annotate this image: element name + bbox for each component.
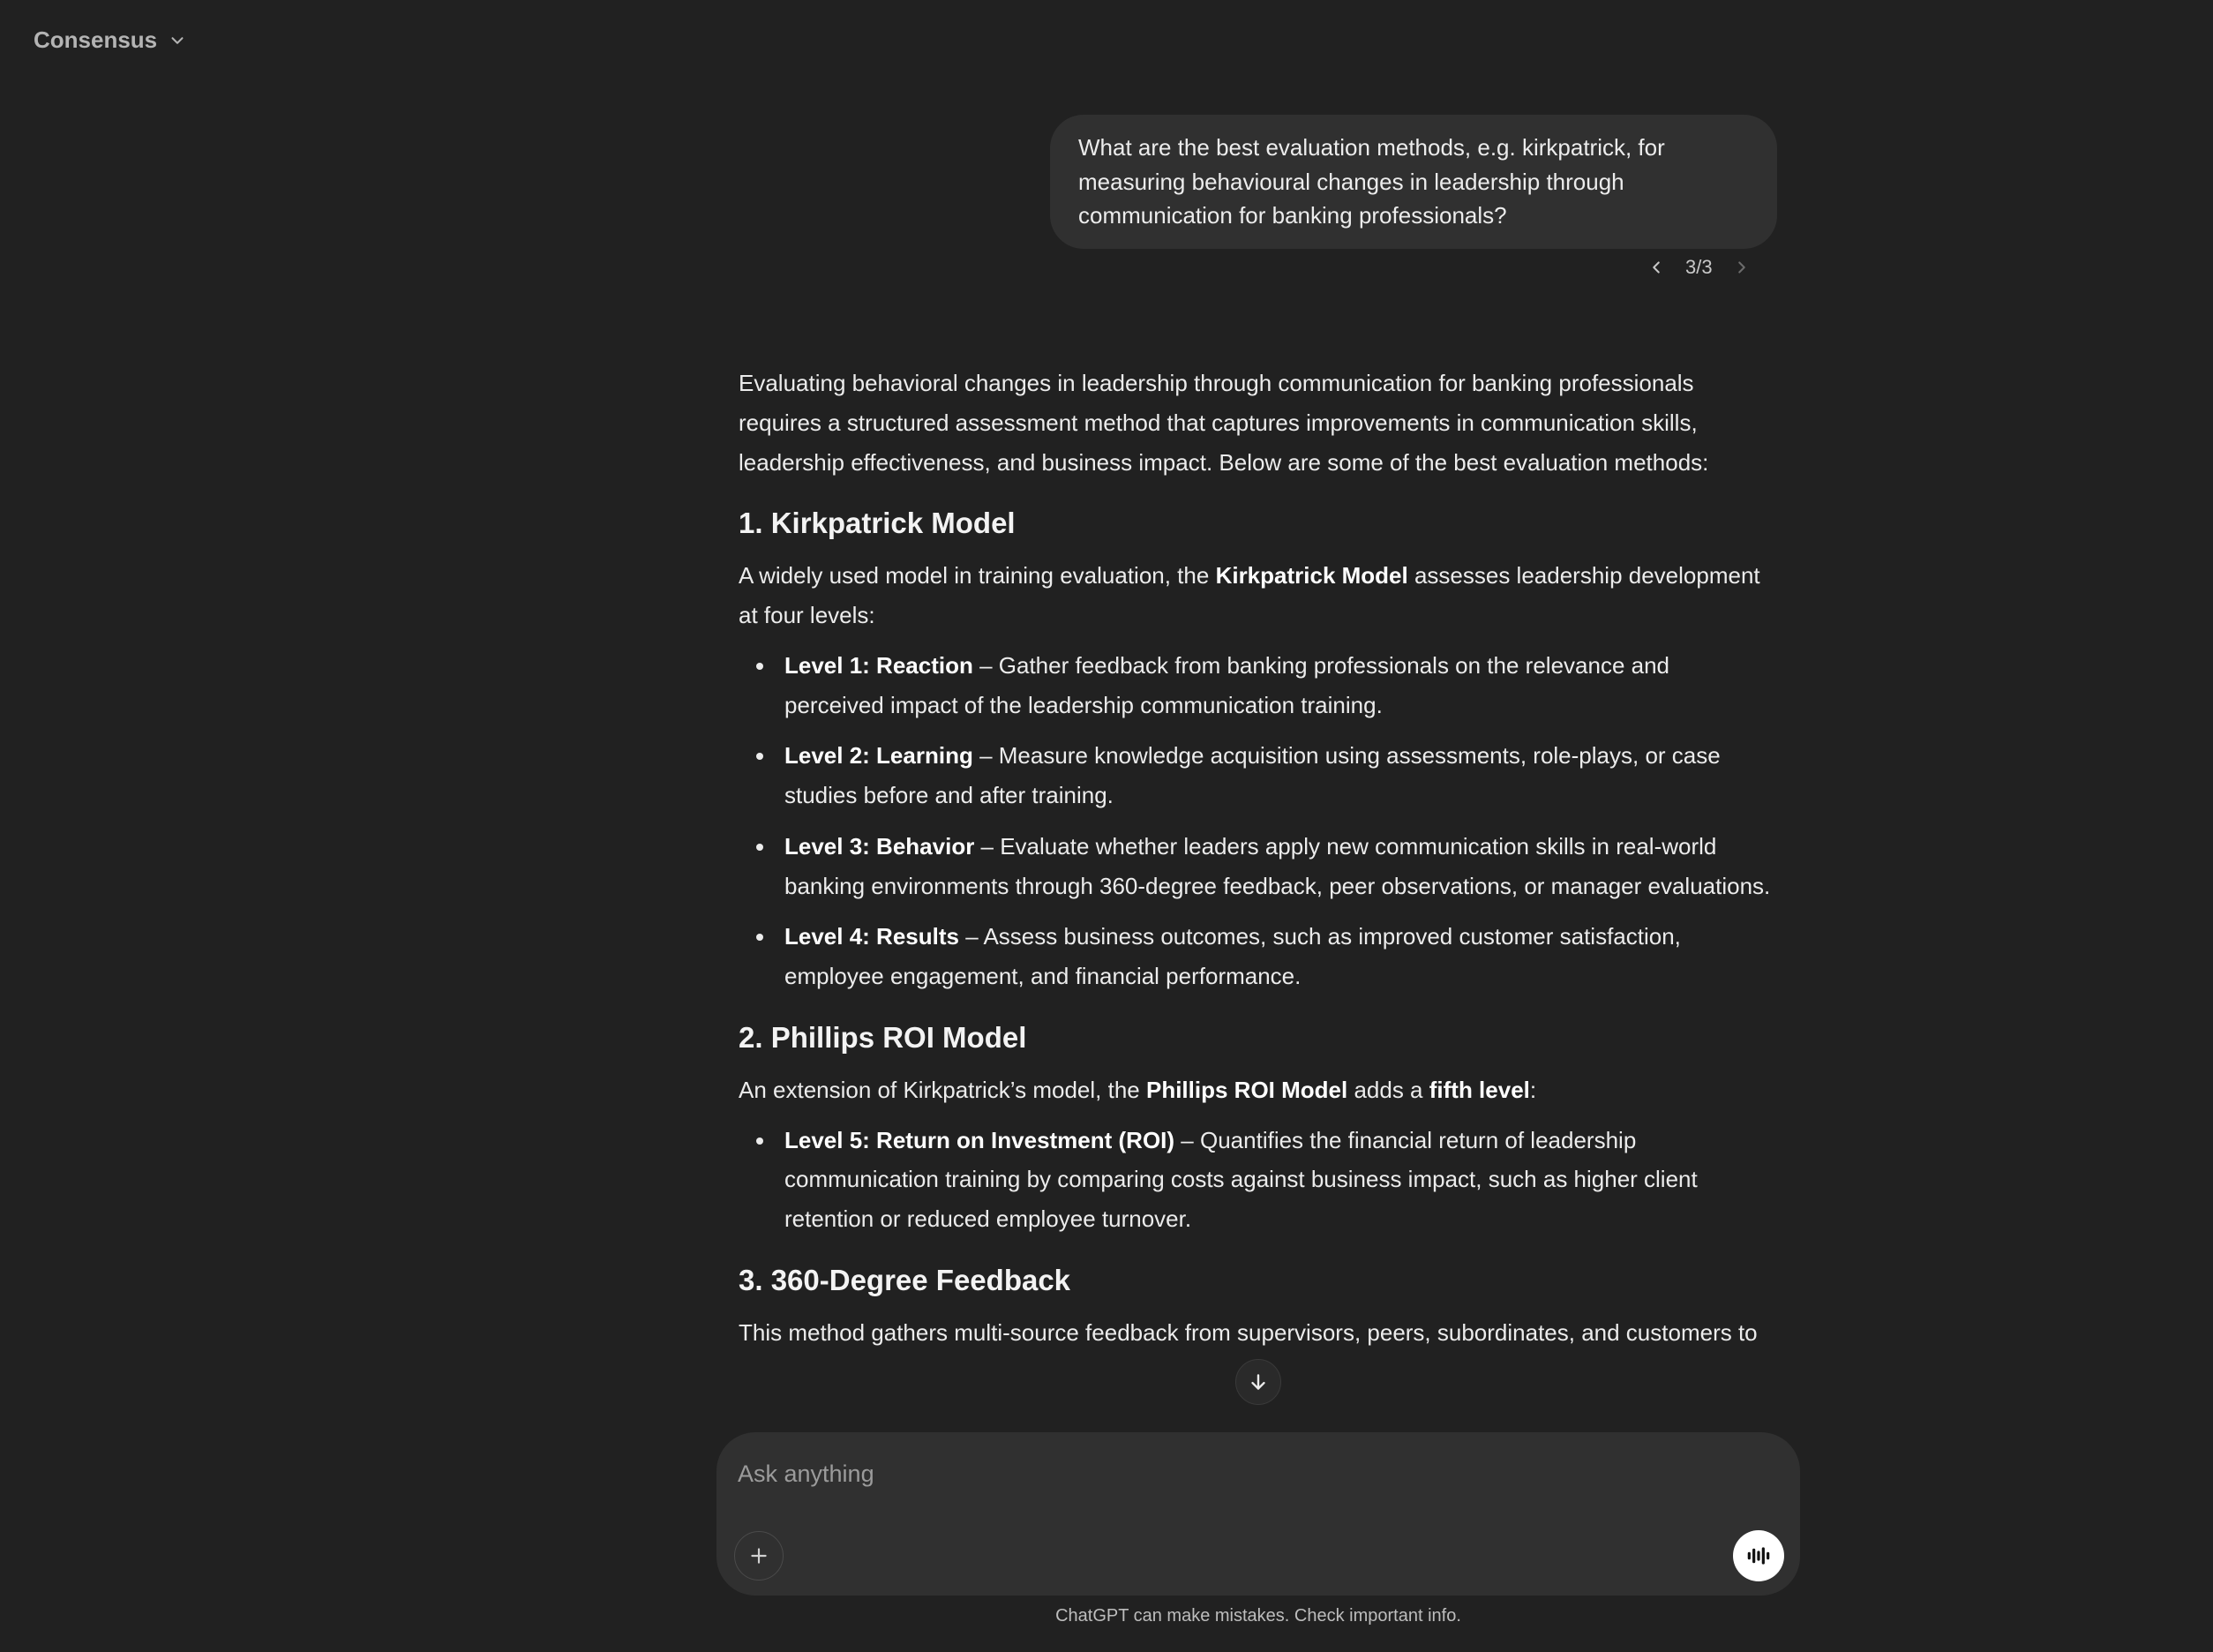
chevron-left-icon — [1647, 258, 1666, 277]
user-message-text: What are the best evaluation methods, e.g. kirkpatrick, for measuring behavioural changes in leadership through communication for banking professionals? — [1078, 134, 1665, 229]
list-item — [739, 736, 1771, 815]
kirkpatrick-levels-list — [739, 646, 1771, 996]
bold-run: Level 5: Return on Investment (ROI) — [784, 1126, 1175, 1153]
next-response-button[interactable] — [1732, 258, 1752, 277]
text-run: adds a — [1347, 1076, 1429, 1103]
list-item — [739, 1121, 1771, 1239]
text-run: assesses leadership development at four levels: — [739, 562, 1760, 629]
response-pager — [1647, 256, 1752, 279]
message-composer — [716, 1432, 1800, 1596]
list-item — [739, 917, 1771, 996]
section-heading-phillips: 2. Phillips ROI Model — [739, 1020, 1027, 1054]
disclaimer-text: ChatGPT can make mistakes. Check important info. — [1055, 1606, 1461, 1626]
user-message-bubble — [1050, 115, 1777, 249]
bold-run: Phillips ROI Model — [1145, 1076, 1348, 1103]
text-run: A widely used model in training evaluation, the — [739, 562, 1216, 589]
feedback-paragraph: This method gathers multi-source feedback from supervisors, peers, subordinates, and customers to — [739, 1318, 1758, 1346]
kirkpatrick-paragraph — [739, 556, 1771, 635]
phillips-levels-list — [739, 1121, 1771, 1239]
plus-icon — [747, 1544, 770, 1567]
text-run: – Quantifies the financial return of leadership communication training by comparing costs against business impact, such as higher client retention or reduced employee turnover. — [784, 1126, 1698, 1233]
text-run: – Assess business outcomes, such as improved customer satisfaction, employee engagement, and financial performance. — [784, 923, 1681, 989]
scroll-to-bottom-button[interactable] — [1235, 1359, 1281, 1405]
arrow-down-icon — [1247, 1370, 1270, 1393]
prompt-input[interactable] — [738, 1453, 1708, 1494]
attach-button[interactable] — [734, 1531, 784, 1581]
response-index: 3/3 — [1685, 256, 1713, 278]
text-run: – Evaluate whether leaders apply new communication skills in real-world banking environments through 360-degree feedback, peer observations, or manager evaluations. — [784, 832, 1771, 899]
chevron-right-icon — [1732, 258, 1752, 277]
bold-run: fifth level — [1429, 1076, 1530, 1103]
chevron-down-icon — [168, 31, 187, 50]
previous-response-button[interactable] — [1647, 258, 1666, 277]
voice-mode-icon — [1744, 1542, 1773, 1570]
phillips-paragraph — [739, 1070, 1771, 1110]
section-heading-360-feedback: 3. 360-Degree Feedback — [739, 1263, 1071, 1296]
bold-run: Level 2: Learning — [784, 742, 973, 770]
assistant-response — [739, 364, 1771, 1363]
bold-run: Level 4: Results — [784, 923, 959, 950]
section-heading-kirkpatrick: 1. Kirkpatrick Model — [739, 507, 1016, 540]
model-name: Consensus — [34, 26, 158, 53]
bold-run: Kirkpatrick Model — [1215, 562, 1408, 589]
voice-mode-button[interactable] — [1733, 1530, 1784, 1581]
list-item — [739, 646, 1771, 725]
list-item — [739, 827, 1771, 906]
bold-run: Level 3: Behavior — [784, 832, 975, 860]
text-run: – Gather feedback from banking professionals on the relevance and perceived impact of the leadership communication training. — [784, 651, 1670, 718]
text-run: : — [1529, 1076, 1537, 1103]
content-fade — [0, 1385, 2213, 1430]
bold-run: Level 1: Reaction — [784, 651, 973, 679]
text-run: An extension of Kirkpatrick’s model, the — [739, 1076, 1146, 1103]
model-selector[interactable] — [34, 26, 187, 54]
text-run: – Measure knowledge acquisition using assessments, role-plays, or case studies before and after training. — [784, 742, 1721, 809]
intro-paragraph: Evaluating behavioral changes in leadership through communication for banking professionals requires a structured assessment method that captures improvements in communication skills, leadership effectiveness, and business impact. Below are some of the best evaluation methods: — [739, 370, 1709, 476]
